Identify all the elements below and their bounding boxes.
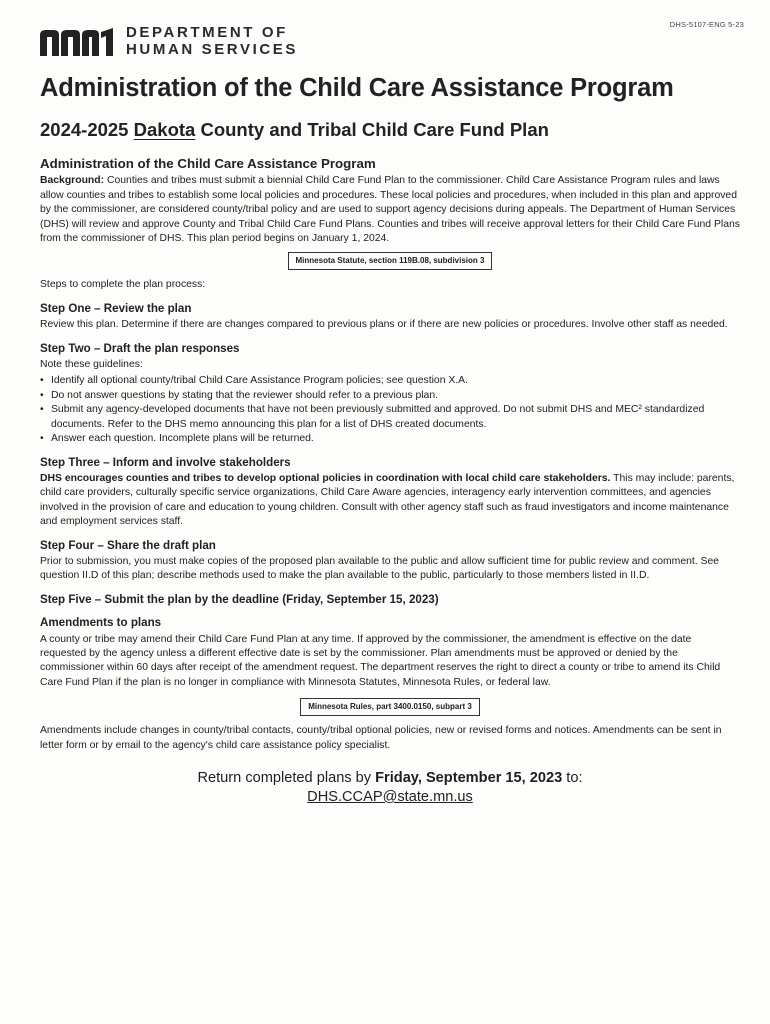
subtitle-rest: County and Tribal Child Care Fund Plan xyxy=(200,119,549,140)
return-prefix: Return completed plans by xyxy=(197,770,376,786)
amendments-include-text: Amendments include changes in county/tribal contacts, county/tribal optional policies, new or revised forms and notices. Amendments can be sent in letter form or by email to the agency's child care assistance policy specialist. xyxy=(40,725,722,751)
page-title: Administration of the Child Care Assistance Program xyxy=(40,74,674,102)
dhs-logo xyxy=(40,24,298,58)
list-item: • Answer each question. Incomplete plans will be returned. xyxy=(40,432,740,446)
email-link[interactable]: DHS.CCAP@state.mn.us xyxy=(307,789,473,805)
return-date: Friday, September 15, 2023 xyxy=(375,770,563,786)
page-subtitle xyxy=(40,119,549,141)
amendments-text: A county or tribe may amend their Child Care Fund Plan at any time. If approved by the commissioner, the amendment is effective on the date requested by the agency unless a different effective date is set by the commissioner. Plan amendments must be approved or denied by the commissioner within 60 days after receipt of the amendment request. The department reserves the right to direct a county or tribe to amend its Child Care Fund Plan if the plan is no longer in compliance with Minnesota Statutes, Minnesota Rules, or federal law. xyxy=(40,633,721,688)
logo-text xyxy=(126,24,298,58)
subtitle-year: 2024-2025 xyxy=(40,119,129,140)
steps-intro: Steps to complete the plan process: xyxy=(40,279,206,291)
logo-line-2: HUMAN SERVICES xyxy=(126,41,298,58)
section-heading: Administration of the Child Care Assistance Program xyxy=(40,156,376,171)
step-three-heading: Step Three – Inform and involve stakeholders xyxy=(40,455,291,469)
background-text: Counties and tribes must submit a biennial Child Care Fund Plan to the commissioner. Child Care Assistance Program rules and laws allow counties and tribes to establish some local policies and procedures. These local policies and procedures, when included in this plan and approved by the commissioner, are considered county/tribal policy and are used to support agency decisions during appeals. The Department of Human Services (DHS) will review and approve County and Tribal Child Care Fund Plans. Counties and tribes will receive approval letters for their Child Care Fund Plans from the commissioner of DHS. This plan period begins on January 1, 2024. xyxy=(40,175,740,245)
list-item: • Submit any agency-developed documents that have not been previously submitted and approved. Do not submit DHS and MEC² standardized documents. Refer to the DHS memo announcing this plan for a list of DHS created documents. xyxy=(40,403,740,432)
minnesota-logo-mark-icon xyxy=(40,26,118,56)
statute-citation: Minnesota Statute, section 119B.08, subdivision 3 xyxy=(288,252,493,270)
step-five-heading: Step Five – Submit the plan by the deadline (Friday, September 15, 2023) xyxy=(40,592,439,606)
step-three-paragraph xyxy=(40,472,740,530)
logo-line-1: DEPARTMENT OF xyxy=(126,24,288,41)
step-two-intro: Note these guidelines: xyxy=(40,359,143,371)
rules-citation: Minnesota Rules, part 3400.0150, subpart 3 xyxy=(300,698,480,716)
form-code: DHS-5107-ENG 5-23 xyxy=(669,20,744,29)
list-item: • Do not answer questions by stating that the reviewer should refer to a previous plan. xyxy=(40,389,740,403)
step-two-guidelines xyxy=(40,374,740,446)
step-three-text: This may include: parents, child care providers, culturally specific service organizations, Child Care Aware agencies, interagency early intervention committees, and agencies involved in the provision of care and education to young children. Consult with other agency staff such as fraud investigators and income maintenance and employment services staff. xyxy=(40,472,735,528)
step-two-heading: Step Two – Draft the plan responses xyxy=(40,341,240,355)
background-paragraph xyxy=(40,174,740,246)
amendments-heading: Amendments to plans xyxy=(40,616,162,630)
step-one-text: Review this plan. Determine if there are changes compared to previous plans or if there are new policies or procedures. Involve other staff as needed. xyxy=(40,319,728,331)
return-suffix: to: xyxy=(562,770,583,786)
document-body xyxy=(40,157,740,807)
step-four-heading: Step Four – Share the draft plan xyxy=(40,538,216,552)
return-instructions xyxy=(40,769,740,788)
background-label: Background: xyxy=(40,175,105,187)
step-one-heading: Step One – Review the plan xyxy=(40,301,192,315)
step-four-text: Prior to submission, you must make copies of the proposed plan available to the public and allow sufficient time for public review and comment. See question II.D of this plan; describe methods used to make the plan available to the public, particularly to those members listed in II.D. xyxy=(40,555,720,582)
subtitle-county: Dakota xyxy=(133,119,196,140)
step-three-bold: DHS encourages counties and tribes to develop optional policies in coordination with local child care stakeholders. xyxy=(40,472,611,484)
list-item: • Identify all optional county/tribal Child Care Assistance Program policies; see question X.A. xyxy=(40,374,740,388)
